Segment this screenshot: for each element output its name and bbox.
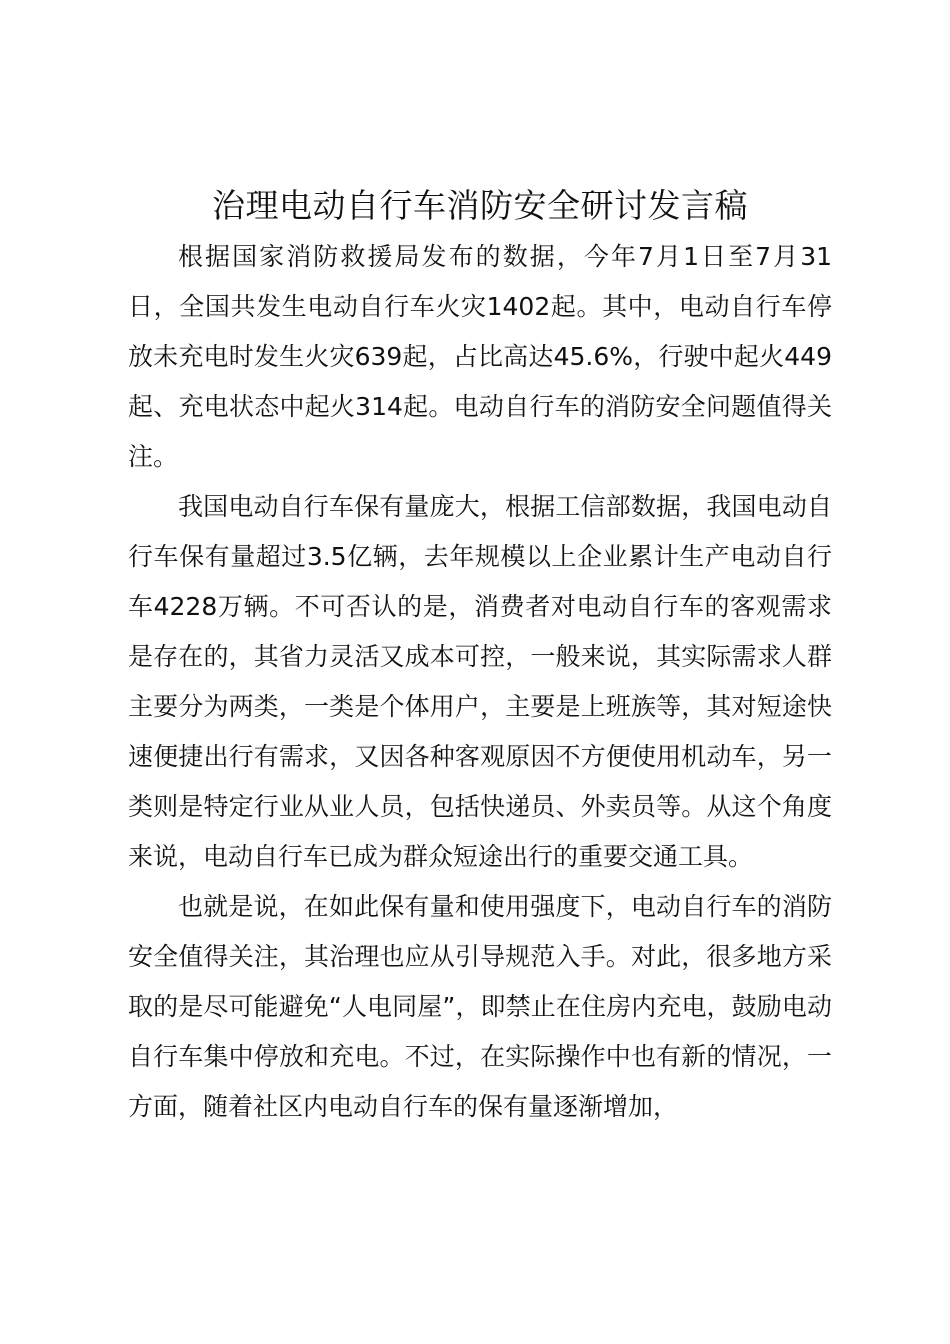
document-title: 治理电动自行车消防安全研讨发言稿	[212, 186, 748, 225]
paragraph-2: 我国电动自行车保有量庞大，根据工信部数据，我国电动自行车保有量超过3.5亿辆，去年规模以上企业累计生产电动自行车4228万辆。不可否认的是，消费者对电动自行车的客观需求是存在的，其省力灵活又成本可控，一般来说，其实际需求人群主要分为两类，一类是个体用户，主要是上班族等，其对短途快速便捷出行有需求，又因各种客观原因不方便使用机动车，另一类则是特定行业从业人员，包括快递员、外卖员等。从这个角度来说，电动自行车已成为群众短途出行的重要交通工具。	[128, 492, 832, 871]
paragraph-3: 也就是说，在如此保有量和使用强度下，电动自行车的消防安全值得关注，其治理也应从引导规范入手。对此，很多地方采取的是尽可能避免“人电同屋”，即禁止在住房内充电，鼓励电动自行车集中停放和充电。不过，在实际操作中也有新的情况，一方面，随着社区内电动自行车的保有量逐渐增加，	[128, 892, 832, 1121]
document-page	[128, 180, 832, 1132]
paragraph-1: 根据国家消防救援局发布的数据，今年7月1日至7月31日，全国共发生电动自行车火灾1402起。其中，电动自行车停放未充电时发生火灾639起，占比高达45.6%，行驶中起火449起、充电状态中起火314起。电动自行车的消防安全问题值得关注。	[128, 242, 832, 471]
